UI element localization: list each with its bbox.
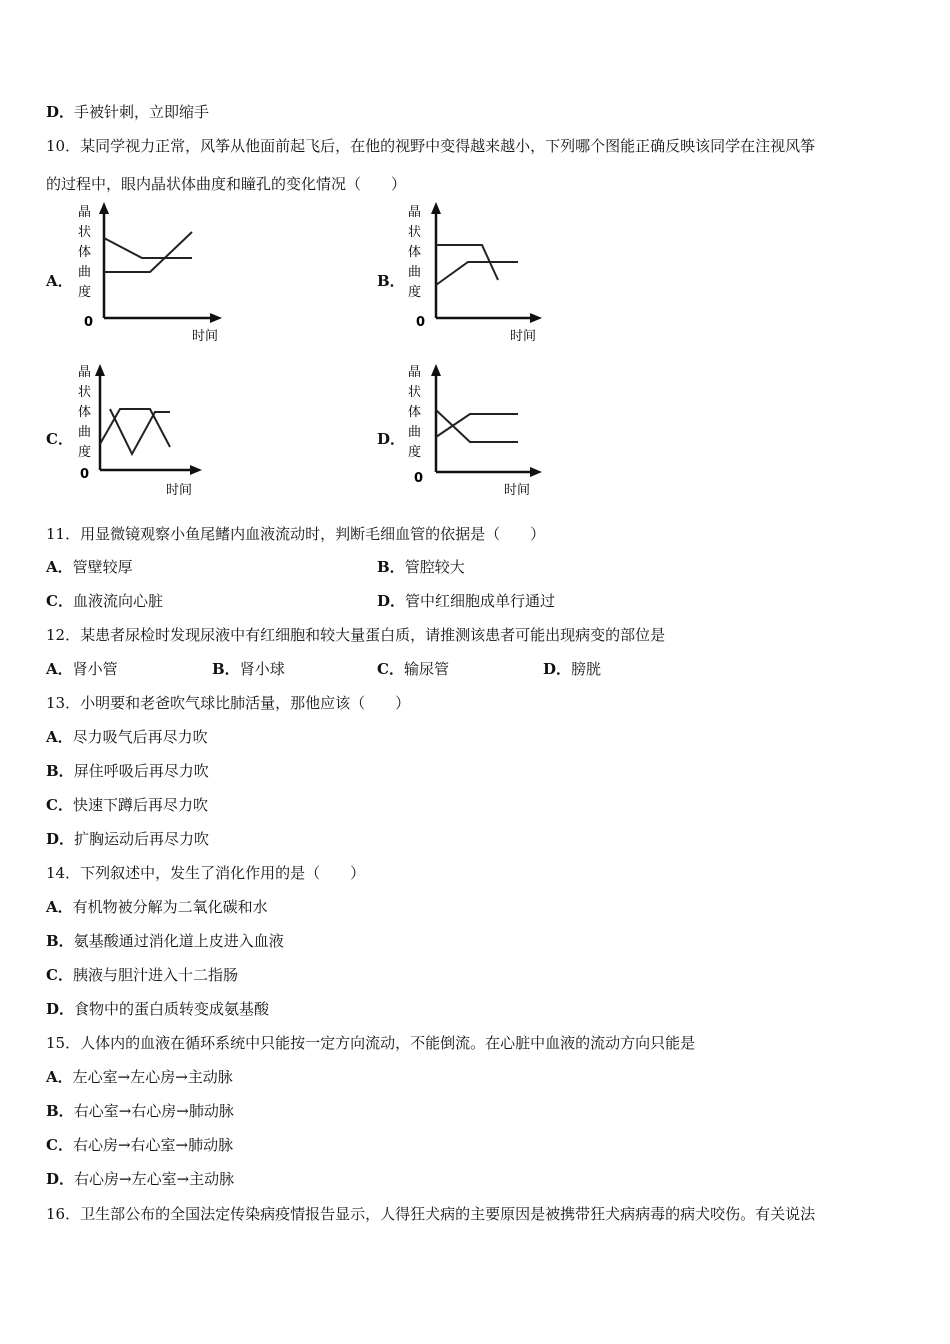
q13-option-b: B．屏住呼吸后再尽力吹	[46, 762, 209, 780]
graph-c-ylabel-4: 曲	[78, 425, 92, 440]
graph-d-line-2	[436, 414, 518, 437]
graph-d-ylabel-3: 体	[408, 405, 422, 420]
graph-c-y-arrow	[95, 364, 105, 376]
graph-b	[400, 200, 560, 348]
q14-option-d: D．食物中的蛋白质转变成氨基酸	[46, 1000, 270, 1018]
graph-d-x-arrow	[530, 467, 542, 477]
q11-option-a: A．管壁较厚	[46, 558, 133, 576]
graph-c-ylabel-3: 体	[78, 405, 92, 420]
graph-b-ylabel-3: 体	[408, 245, 422, 260]
graph-a-ylabel-4: 曲	[78, 265, 92, 280]
q14-option-c: C．胰液与胆汁进入十二指肠	[46, 966, 238, 984]
q10-stem-line1: 10．某同学视力正常，风筝从他面前起飞后，在他的视野中变得越来越小，下列哪个图能正确反映该同学在注视风筝	[46, 137, 816, 155]
graph-d-ylabel-2: 状	[408, 385, 422, 400]
q15-stem: 15．人体内的血液在循环系统中只能按一定方向流动，不能倒流。在心脏中血液的流动方向只能是	[46, 1034, 696, 1052]
graph-a-letter: A．	[46, 272, 73, 290]
graph-b-ylabel-4: 曲	[408, 265, 422, 280]
graph-d-ylabel-1: 晶	[408, 365, 422, 380]
graph-d-ylabel-5: 度	[408, 445, 422, 460]
q12-stem: 12．某患者尿检时发现尿液中有红细胞和较大量蛋白质，请推测该患者可能出现病变的部位是	[46, 626, 666, 644]
graph-a-xlabel: 时间	[192, 329, 219, 344]
q11-option-c: C．血液流向心脏	[46, 592, 163, 610]
q16-stem: 16．卫生部公布的全国法定传染病疫情报告显示，人得狂犬病的主要原因是被携带狂犬病病毒的病犬咬伤。有关说法	[46, 1205, 816, 1223]
q15-option-c: C．右心房→右心室→肺动脉	[46, 1136, 234, 1154]
graph-c-ylabel-5: 度	[78, 445, 92, 460]
graph-b-letter: B．	[377, 272, 405, 290]
q11-option-d: D．管中红细胞成单行通过	[377, 592, 556, 610]
graph-b-ylabel-5: 度	[408, 285, 422, 300]
graph-a	[70, 200, 230, 348]
q12-option-b: B．肾小球	[212, 660, 285, 678]
graph-c-xlabel: 时间	[166, 483, 193, 498]
graph-b-xlabel: 时间	[510, 329, 537, 344]
graph-b-x-arrow	[530, 313, 542, 323]
graph-d-ylabel-4: 曲	[408, 425, 422, 440]
graph-d-y-arrow	[431, 364, 441, 376]
graph-c-letter: C．	[46, 430, 73, 448]
q15-option-a: A．左心室→左心房→主动脉	[46, 1068, 233, 1086]
q11-stem: 11．用显微镜观察小鱼尾鳍内血液流动时，判断毛细血管的依据是（ ）	[46, 525, 546, 543]
q12-option-a: A．肾小管	[46, 660, 118, 678]
q13-option-c: C．快速下蹲后再尽力吹	[46, 796, 208, 814]
q11-option-b: B．管腔较大	[377, 558, 465, 576]
q13-stem: 13．小明要和老爸吹气球比肺活量，那他应该（ ）	[46, 694, 411, 712]
graph-a-line-2	[104, 232, 192, 272]
graph-c-ylabel-2: 状	[78, 385, 92, 400]
graph-a-ylabel-1: 晶	[78, 205, 92, 220]
graph-d-xlabel: 时间	[504, 483, 531, 498]
graph-a-ylabel-2: 状	[78, 225, 92, 240]
graph-b-line-2	[436, 262, 518, 285]
q12-option-d: D．膀胱	[543, 660, 602, 678]
graph-c-origin: 0	[80, 467, 90, 482]
graph-b-origin: 0	[416, 315, 426, 330]
graph-a-x-arrow	[210, 313, 222, 323]
graph-b-y-arrow	[431, 202, 441, 214]
q14-option-a: A．有机物被分解为二氧化碳和水	[46, 898, 268, 916]
graph-d-letter: D．	[377, 430, 406, 448]
graph-a-line-1	[104, 238, 192, 258]
q15-option-b: B．右心室→右心房→肺动脉	[46, 1102, 234, 1120]
graph-c-ylabel-1: 晶	[78, 365, 92, 380]
graph-d	[400, 362, 560, 502]
graph-c-x-arrow	[190, 465, 202, 475]
q15-option-d: D．右心房→左心室→主动脉	[46, 1170, 235, 1188]
q13-option-a: A．尽力吸气后再尽力吹	[46, 728, 208, 746]
q12-option-c: C．输尿管	[377, 660, 449, 678]
graph-c-line-1	[100, 409, 170, 447]
graph-c	[70, 362, 230, 502]
q14-stem: 14．下列叙述中，发生了消化作用的是（ ）	[46, 864, 366, 882]
graph-a-y-arrow	[99, 202, 109, 214]
graph-b-ylabel-1: 晶	[408, 205, 422, 220]
graph-b-ylabel-2: 状	[408, 225, 422, 240]
q13-option-d: D．扩胸运动后再尽力吹	[46, 830, 210, 848]
graph-a-ylabel-3: 体	[78, 245, 92, 260]
q9-option-d: D．手被针刺，立即缩手	[46, 103, 210, 121]
q14-option-b: B．氨基酸通过消化道上皮进入血液	[46, 932, 284, 950]
graph-a-ylabel-5: 度	[78, 285, 92, 300]
graph-a-origin: 0	[84, 315, 94, 330]
graph-d-origin: 0	[414, 471, 424, 486]
q10-stem-line2: 的过程中，眼内晶状体曲度和瞳孔的变化情况（ ）	[46, 175, 407, 193]
